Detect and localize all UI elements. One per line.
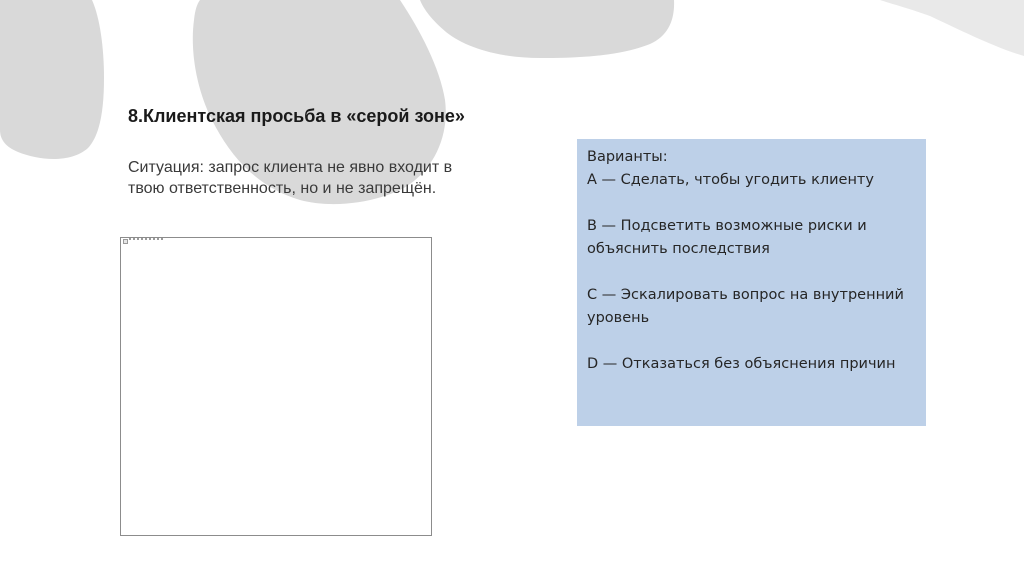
stone-shape-left <box>0 0 104 159</box>
spacer <box>587 192 916 215</box>
image-placeholder <box>120 237 432 536</box>
slide-title: 8.Клиентская просьба в «серой зоне» <box>128 106 465 126</box>
stone-shape-right <box>420 0 674 58</box>
options-box <box>577 139 926 426</box>
spacer <box>587 330 916 353</box>
broken-image-icon <box>123 239 128 244</box>
stone-shape-corner <box>880 0 1024 56</box>
situation-text: Ситуация: запрос клиента не явно входит в твою ответственность, но и не запрещён. <box>128 159 453 197</box>
image-alt-text-marker <box>129 238 163 242</box>
spacer <box>587 261 916 284</box>
option-a: A — Сделать, чтобы угодить клиенту <box>587 172 874 188</box>
options-heading: Варианты: <box>587 149 668 165</box>
option-b: B — Подсветить возможные риски и объяснить последствия <box>587 218 867 257</box>
option-c: C — Эскалировать вопрос на внутренний уровень <box>587 287 904 326</box>
option-d: D — Отказаться без объяснения причин <box>587 356 896 372</box>
